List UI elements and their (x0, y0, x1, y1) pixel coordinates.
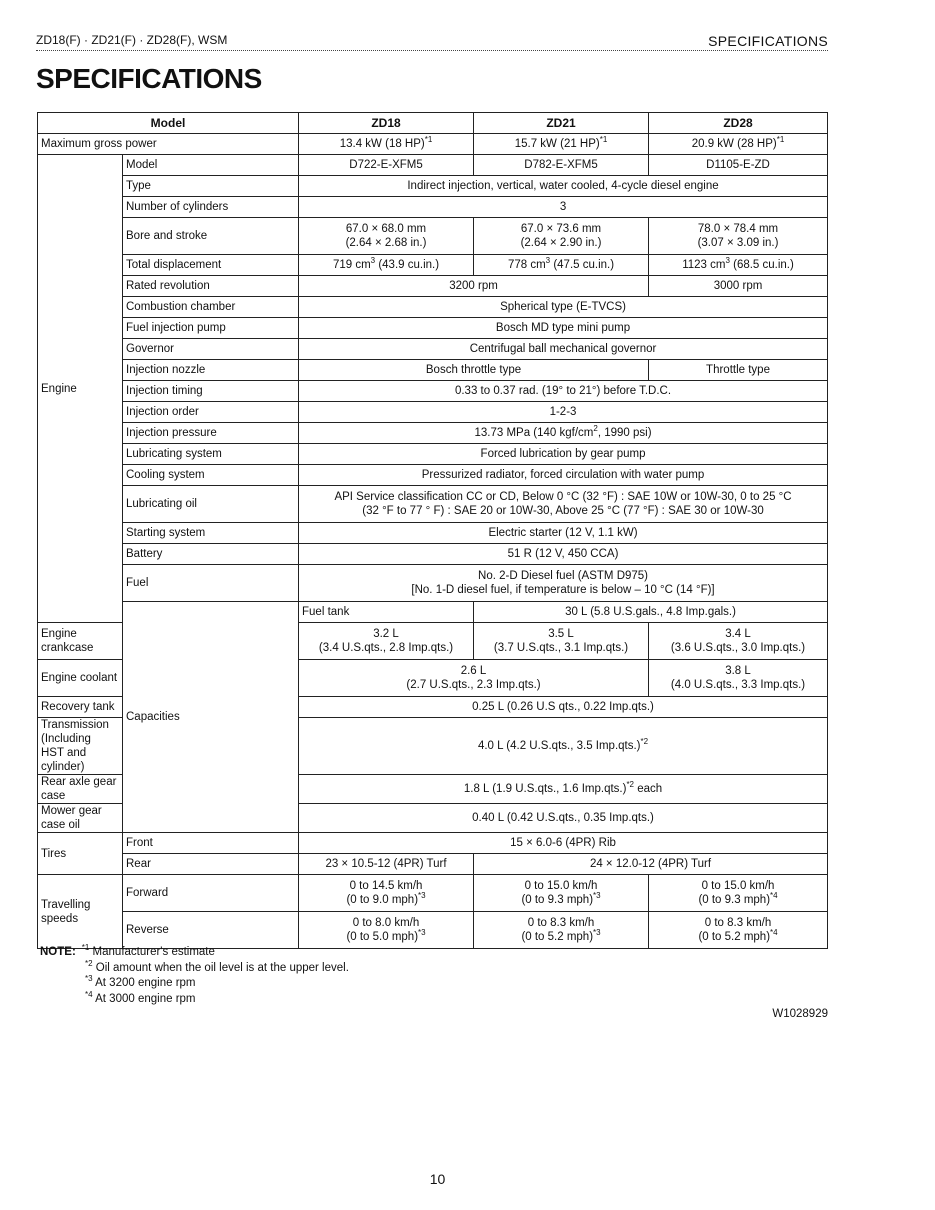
table-row (38, 155, 828, 176)
cell: 1-2-3 (299, 402, 828, 423)
row-label: Engine coolant (38, 660, 123, 697)
row-label: Cooling system (123, 465, 299, 486)
footnote: $^{*2}$ Oil amount when the oil level is at the upper level. (85, 958, 349, 974)
cell: 0.40 L (0.42 U.S.qts., 0.35 Imp.qts.) (299, 804, 828, 833)
row-label: Injection pressure (123, 423, 299, 444)
table-row (38, 218, 828, 255)
table-row (38, 833, 828, 854)
cell: 3 (299, 197, 828, 218)
row-label: Injection order (123, 402, 299, 423)
row-label: Transmission (Including HST and cylinder) (38, 718, 123, 775)
table-row (38, 544, 828, 565)
row-label: Rear axle gear case (38, 775, 123, 804)
note-label: NOTE: (40, 946, 76, 958)
table-row (38, 276, 828, 297)
row-label: Starting system (123, 523, 299, 544)
cell: 0.33 to 0.37 rad. (19° to 21°) before T.D.C. (299, 381, 828, 402)
cell: 67.0 × 68.0 mm (2.64 × 2.68 in.) (299, 218, 474, 255)
table-row (38, 854, 828, 875)
cell: D722-E-XFM5 (299, 155, 474, 176)
row-label: Battery (123, 544, 299, 565)
table-row (38, 565, 828, 602)
table-row (38, 402, 828, 423)
cell: 0 to 15.0 km/h (0 to 9.3 mph)$^{*4}$ (649, 875, 828, 912)
cell: Bosch throttle type (299, 360, 649, 381)
row-label: Type (123, 176, 299, 197)
cell: Pressurized radiator, forced circulation with water pump (299, 465, 828, 486)
cell: Forced lubrication by gear pump (299, 444, 828, 465)
group-label-capacities: Capacities (123, 602, 299, 833)
specifications-table (37, 112, 828, 949)
model-header: Model (38, 113, 299, 134)
footnote: $^{*4}$ At 3000 engine rpm (85, 989, 196, 1005)
table-row (38, 134, 828, 155)
cell: 23 × 10.5-12 (4PR) Turf (299, 854, 474, 875)
table-row (38, 381, 828, 402)
table-row (38, 444, 828, 465)
table-row (38, 423, 828, 444)
cell: 30 L (5.8 U.S.gals., 4.8 Imp.gals.) (474, 602, 828, 623)
cell: 3200 rpm (299, 276, 649, 297)
group-label-engine: Engine (38, 155, 123, 623)
cell: 778 $cm^3$ (47.5 cu.in.) (474, 255, 649, 276)
document-code: W1028929 (772, 1008, 828, 1020)
cell: 0 to 8.3 km/h (0 to 5.2 mph)$^{*3}$ (474, 912, 649, 949)
cell: 719 $cm^3$ (43.9 cu.in.) (299, 255, 474, 276)
row-label: Reverse (123, 912, 299, 949)
table-row (38, 602, 828, 623)
table-row (38, 318, 828, 339)
cell: 0 to 8.3 km/h (0 to 5.2 mph)$^{*4}$ (649, 912, 828, 949)
table-row (38, 523, 828, 544)
row-label: Number of cylinders (123, 197, 299, 218)
row-label: Recovery tank (38, 697, 123, 718)
table-header-row (38, 113, 828, 134)
row-label: Fuel tank (299, 602, 474, 623)
cell: 1.8 L (1.9 U.S.qts., 1.6 Imp.qts.)$^{*2}$ each (299, 775, 828, 804)
table-row (38, 360, 828, 381)
table-row (38, 176, 828, 197)
row-label: Total displacement (123, 255, 299, 276)
row-label: Rear (123, 854, 299, 875)
group-label-travelling-speeds: Travelling speeds (38, 875, 123, 949)
zd21-header: ZD21 (474, 113, 649, 134)
table-row (38, 339, 828, 360)
cell: Indirect injection, vertical, water cooled, 4-cycle diesel engine (299, 176, 828, 197)
page-title: SPECIFICATIONS (36, 63, 262, 94)
cell: 3.2 L (3.4 U.S.qts., 2.8 Imp.qts.) (299, 623, 474, 660)
cell: 20.9 kW (28 HP)$^{*1}$ (649, 134, 828, 155)
cell: 0 to 15.0 km/h (0 to 9.3 mph)$^{*3}$ (474, 875, 649, 912)
footnote: $^{*3}$ At 3200 engine rpm (85, 974, 196, 989)
footnotes (40, 945, 349, 1007)
cell: 3.4 L (3.6 U.S.qts., 3.0 Imp.qts.) (649, 623, 828, 660)
cell: 1123 $cm^3$ (68.5 cu.in.) (649, 255, 828, 276)
row-label: Forward (123, 875, 299, 912)
cell: 3.8 L (4.0 U.S.qts., 3.3 Imp.qts.) (649, 660, 828, 697)
row-label: Fuel injection pump (123, 318, 299, 339)
page-number: 10 (429, 1171, 446, 1187)
cell: Spherical type (E-TVCS) (299, 297, 828, 318)
row-label: Model (123, 155, 299, 176)
table-row (38, 197, 828, 218)
zd18-header: ZD18 (299, 113, 474, 134)
row-label: Bore and stroke (123, 218, 299, 255)
cell: 3000 rpm (649, 276, 828, 297)
cell: 4.0 L (4.2 U.S.qts., 3.5 Imp.qts.)$^{*2}$ (299, 718, 828, 775)
table-row (38, 875, 828, 912)
cell: 3.5 L (3.7 U.S.qts., 3.1 Imp.qts.) (474, 623, 649, 660)
cell: D782-E-XFM5 (474, 155, 649, 176)
row-label: Engine crankcase (38, 623, 123, 660)
cell: D1105-E-ZD (649, 155, 828, 176)
cell: 0.25 L (0.26 U.S qts., 0.22 Imp.qts.) (299, 697, 828, 718)
row-label: Mower gear case oil (38, 804, 123, 833)
table-row (38, 486, 828, 523)
zd28-header: ZD28 (649, 113, 828, 134)
group-label-tires: Tires (38, 833, 123, 875)
table-row (38, 465, 828, 486)
cell: Electric starter (12 V, 1.1 kW) (299, 523, 828, 544)
cell: 51 R (12 V, 450 CCA) (299, 544, 828, 565)
cell: 15 × 6.0-6 (4PR) Rib (299, 833, 828, 854)
row-label: Governor (123, 339, 299, 360)
header-rule (36, 50, 828, 51)
table-row (38, 297, 828, 318)
row-label: Lubricating oil (123, 486, 299, 523)
table-row (38, 912, 828, 949)
cell: Bosch MD type mini pump (299, 318, 828, 339)
row-label: Maximum gross power (38, 134, 299, 155)
row-label: Lubricating system (123, 444, 299, 465)
row-label: Combustion chamber (123, 297, 299, 318)
table-row (38, 255, 828, 276)
cell: 0 to 8.0 km/h (0 to 5.0 mph)$^{*3}$ (299, 912, 474, 949)
cell: 0 to 14.5 km/h (0 to 9.0 mph)$^{*3}$ (299, 875, 474, 912)
cell: 78.0 × 78.4 mm (3.07 × 3.09 in.) (649, 218, 828, 255)
footnote: NOTE: $^{*1}$ Manufacturer's estimate (40, 943, 215, 958)
cell: No. 2-D Diesel fuel (ASTM D975) [No. 1-D diesel fuel, if temperature is below – 10 °C (14 °F)] (299, 565, 828, 602)
section-header: SPECIFICATIONS (708, 33, 828, 49)
document-title: ZD18(F) · ZD21(F) · ZD28(F), WSM (36, 33, 228, 47)
row-label: Injection nozzle (123, 360, 299, 381)
cell: API Service classification CC or CD, Below 0 °C (32 °F) : SAE 10W or 10W-30, 0 to 25 °C (32 °F to 77 ° F) : SAE 20 or 10W-30, Above 25 °C (77 °F) : SAE 30 or 10W-30 (299, 486, 828, 523)
cell: 13.73 MPa (140 kgf/$cm^2$, 1990 psi) (299, 423, 828, 444)
cell: 13.4 kW (18 HP)$^{*1}$ (299, 134, 474, 155)
cell: 15.7 kW (21 HP)$^{*1}$ (474, 134, 649, 155)
row-label: Fuel (123, 565, 299, 602)
row-label: Front (123, 833, 299, 854)
row-label: Rated revolution (123, 276, 299, 297)
cell: 67.0 × 73.6 mm (2.64 × 2.90 in.) (474, 218, 649, 255)
cell: 2.6 L (2.7 U.S.qts., 2.3 Imp.qts.) (299, 660, 649, 697)
cell: Throttle type (649, 360, 828, 381)
row-label: Injection timing (123, 381, 299, 402)
cell: 24 × 12.0-12 (4PR) Turf (474, 854, 828, 875)
cell: Centrifugal ball mechanical governor (299, 339, 828, 360)
